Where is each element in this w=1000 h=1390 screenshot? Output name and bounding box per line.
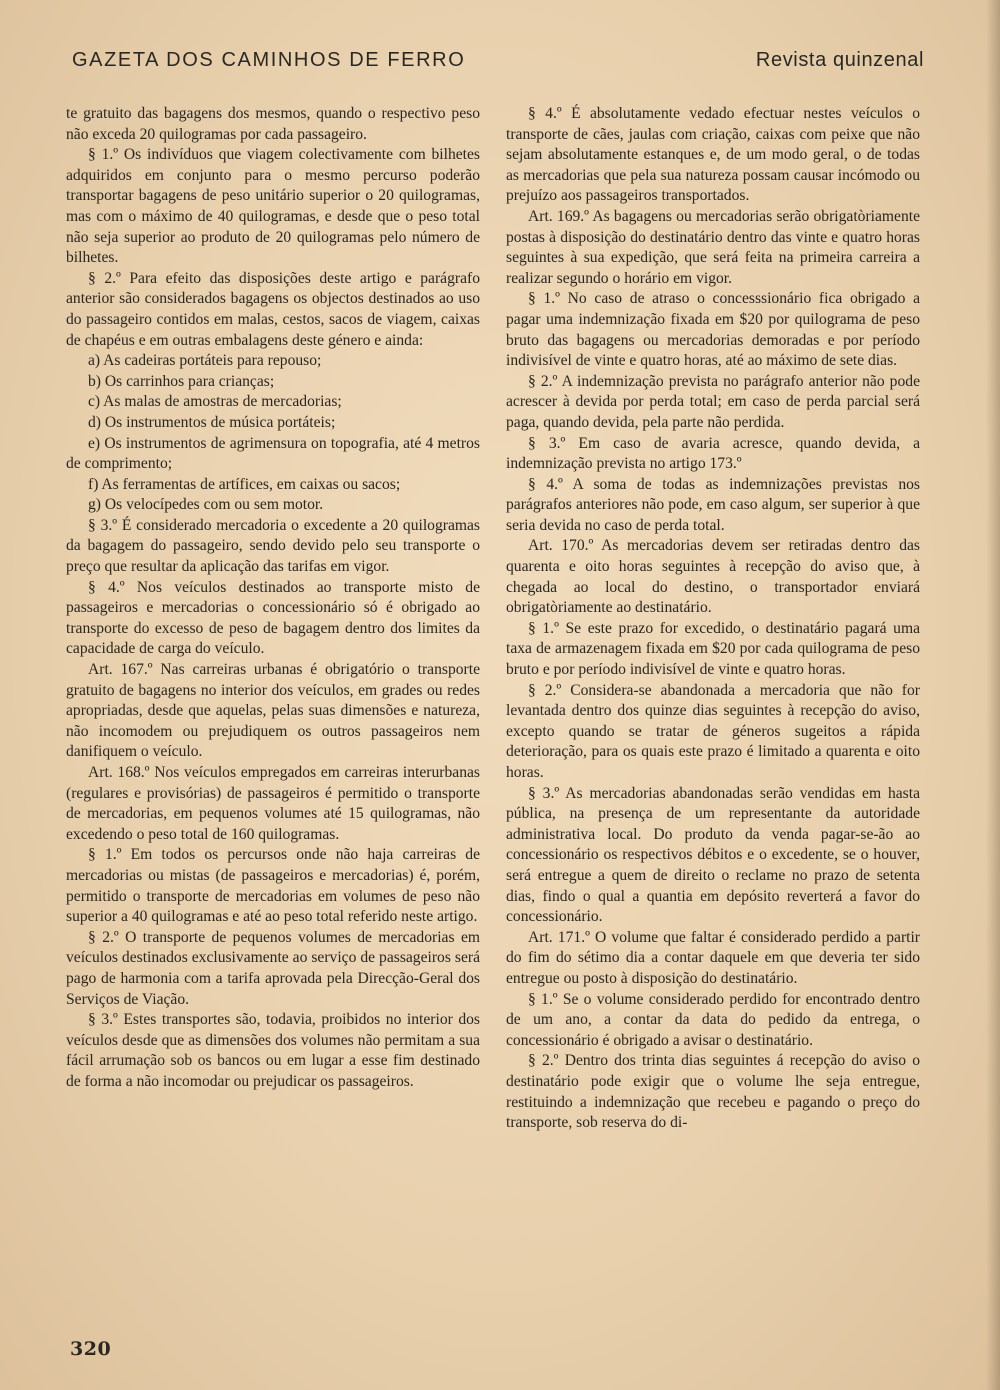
paragraph: § 2.º A indemnização prevista no parágrafo anterior não pode acrescer à devida por perda total; em caso de perda parcial será paga, quando devida, pela parte não perdida. — [506, 372, 920, 431]
list-item: f) As ferramentas de artífices, em caixas ou sacos; — [88, 475, 401, 493]
paragraph: § 4.º É absolutamente vedado efectuar nestes veículos o transporte de cães, jaulas com criação, caixas com peixe que não sejam absolutamente estanques e, de um modo geral, o de todas as mercadorias que pela sua natureza possam causar incómodo ou prejuízo aos passageiros transportados. — [506, 105, 920, 205]
paragraph: § 1.º Se este prazo for excedido, o destinatário pagará uma taxa de armazenagem fixada em $20 por cada quilograma de peso bruto e por período indivisível de vinte e quatro horas. — [506, 619, 920, 679]
page-edge-shadow — [986, 0, 1000, 1390]
paragraph: § 3.º É considerado mercadoria o excedente a 20 quilogramas da bagagem do passageiro, sendo devido pelo seu transporte o preço que resultar da aplicação das tarifas em vigor. — [66, 516, 480, 576]
paragraph: § 4.º Nos veículos destinados ao transporte misto de passageiros e mercadorias o concessionário só é obrigado ao transporte do excesso de peso de bagagem dentro dos limites da capacidade de carga do veículo. — [66, 578, 480, 658]
paragraph: § 2.º Dentro dos trinta dias seguintes á recepção do aviso o destinatário pode exigir que o volume lhe seja entregue, restituindo a indemnização que recebeu e pagando o preço do transporte, sob reserva do di- — [506, 1052, 920, 1132]
paragraph: Art. 171.º O volume que faltar é considerado perdido a partir do fim do sétimo dia a contar daquele em que deveria ter sido entregue ou posto à disposição do destinatário. — [506, 928, 920, 987]
paragraph: Art. 168.º Nos veículos empregados em carreiras interurbanas (regulares e provisórias) de passageiros é permitido o transporte de mercadorias, em pequenos volumes até 15 quilogramas, não excedendo o peso total de 160 quilogramas. — [66, 764, 480, 843]
paragraph: § 1.º Se o volume considerado perdido for encontrado dentro de um ano, a contar da data do pedido da entrega, o concessionário é obrigado a avisar o destinatário. — [506, 990, 920, 1049]
list-item: a) As cadeiras portáteis para repouso; — [88, 352, 322, 370]
page-number: 320 — [70, 1338, 112, 1360]
left-column — [66, 104, 480, 1093]
list-item: c) As malas de amostras de mercadorias; — [88, 393, 342, 411]
list-item: b) Os carrinhos para crianças; — [88, 372, 275, 390]
paragraph: § 2.º O transporte de pequenos volumes de mercadorias em veículos destinados exclusivamente ao serviço de passageiros será pago de harmonia com a tarifa aprovada pela Direcção-Geral dos Serviços de Viação. — [66, 928, 480, 1008]
paragraph: § 4.º A soma de todas as indemnizações previstas nos parágrafos anteriores não pode, em caso algum, ser superior à que seria devida no caso de perda total. — [506, 475, 920, 534]
paragraph: Art. 167.º Nas carreiras urbanas é obrigatório o transporte gratuito de bagagens no interior dos veículos, em grades ou redes apropriadas, desde que aquelas, pelas suas dimensões e natureza, não incomodem ou prejudiquem os outros passageiros nem danifiquem o veículo. — [66, 661, 480, 761]
list-item: e) Os instrumentos de agrimensura on topografia, até 4 metros de comprimento; — [66, 434, 480, 473]
paragraph: § 1.º No caso de atraso o concesssionário fica obrigado a pagar uma indemnização fixada em $20 por quilograma de peso bruto das bagagens ou mercadorias demoradas e por período indivisível de vinte e quatro horas, até ao máximo de sete dias. — [506, 290, 920, 370]
paragraph: § 2.º Considera-se abandonada a mercadoria que não for levantada dentro dos quinze dias seguintes à recepção do aviso, excepto quando se tratar de géneros sugeitos a rápida deterioração, para os quais este prazo é limitado a quarenta e oito horas. — [506, 681, 920, 781]
paragraph: § 3.º Em caso de avaria acresce, quando devida, a indemnização prevista no artigo 173.º — [506, 434, 920, 473]
paragraph: te gratuito das bagagens dos mesmos, quando o respectivo peso não exceda 20 quilogramas por cada passageiro. — [66, 105, 480, 143]
paragraph: § 1.º Em todos os percursos onde não haja carreiras de mercadorias ou mistas (de passageiros e mercadorias) é, porém, permitido o transporte de mercadorias em volumes de peso não superior a 40 quilogramas e até ao peso total referido neste artigo. — [66, 846, 480, 926]
paragraph: § 3.º As mercadorias abandonadas serão vendidas em hasta pública, na presença de um representante da autoridade administrativa local. Do produto da venda pagar-se-ão ao concessionário os respectivos débitos e o excedente, se o houver, será entregue a quem de direito o reclame no prazo de setenta dias, findo o qual a quantia em depósito reverterá a favor do concessionário. — [506, 784, 920, 926]
journal-subtitle: Revista quinzenal — [755, 49, 924, 71]
list-item: g) Os velocípedes com ou sem motor. — [88, 496, 324, 514]
right-column — [506, 104, 920, 1134]
paragraph: Art. 169.º As bagagens ou mercadorias serão obrigatòriamente postas à disposição do destinatário dentro das vinte e quatro horas seguintes à sua expedição, que será feita na primeira carreira a realizar segundo o horário em vigor. — [506, 207, 920, 287]
journal-title: GAZETA DOS CAMINHOS DE FERRO — [72, 49, 466, 71]
paragraph: Art. 170.º As mercadorias devem ser retiradas dentro das quarenta e oito horas seguintes à recepção do aviso que, à chegada ao local do destino, o transportador enviará obrigatòriamente ao destinatário. — [506, 537, 920, 617]
paragraph: § 3.º Estes transportes são, todavia, proibidos no interior dos veículos desde que as dimensões dos volumes não permitam a sua fácil arrumação sob os bancos ou em lugar a esse fim destinado de forma a não incomodar ou prejudicar os passageiros. — [66, 1011, 480, 1090]
paragraph: § 2.º Para efeito das disposições deste artigo e parágrafo anterior são considerados bagagens os objectos destinados ao uso do passageiro contidos em malas, cestos, sacos de viagem, caixas de chapéus e em outras embalagens deste género e ainda: — [66, 269, 480, 349]
list-item: d) Os instrumentos de música portáteis; — [88, 413, 336, 431]
running-header — [72, 45, 924, 79]
paragraph: § 1.º Os indivíduos que viagem colectivamente com bilhetes adquiridos em conjunto para o mesmo percurso poderão transportar bagagens de peso unitário superior o 20 quilogramas, mas com o máximo de 40 quilogramas, e desde que o peso total não seja superior ao produto de 20 quilogramas pelo número de bilhetes. — [66, 146, 480, 267]
